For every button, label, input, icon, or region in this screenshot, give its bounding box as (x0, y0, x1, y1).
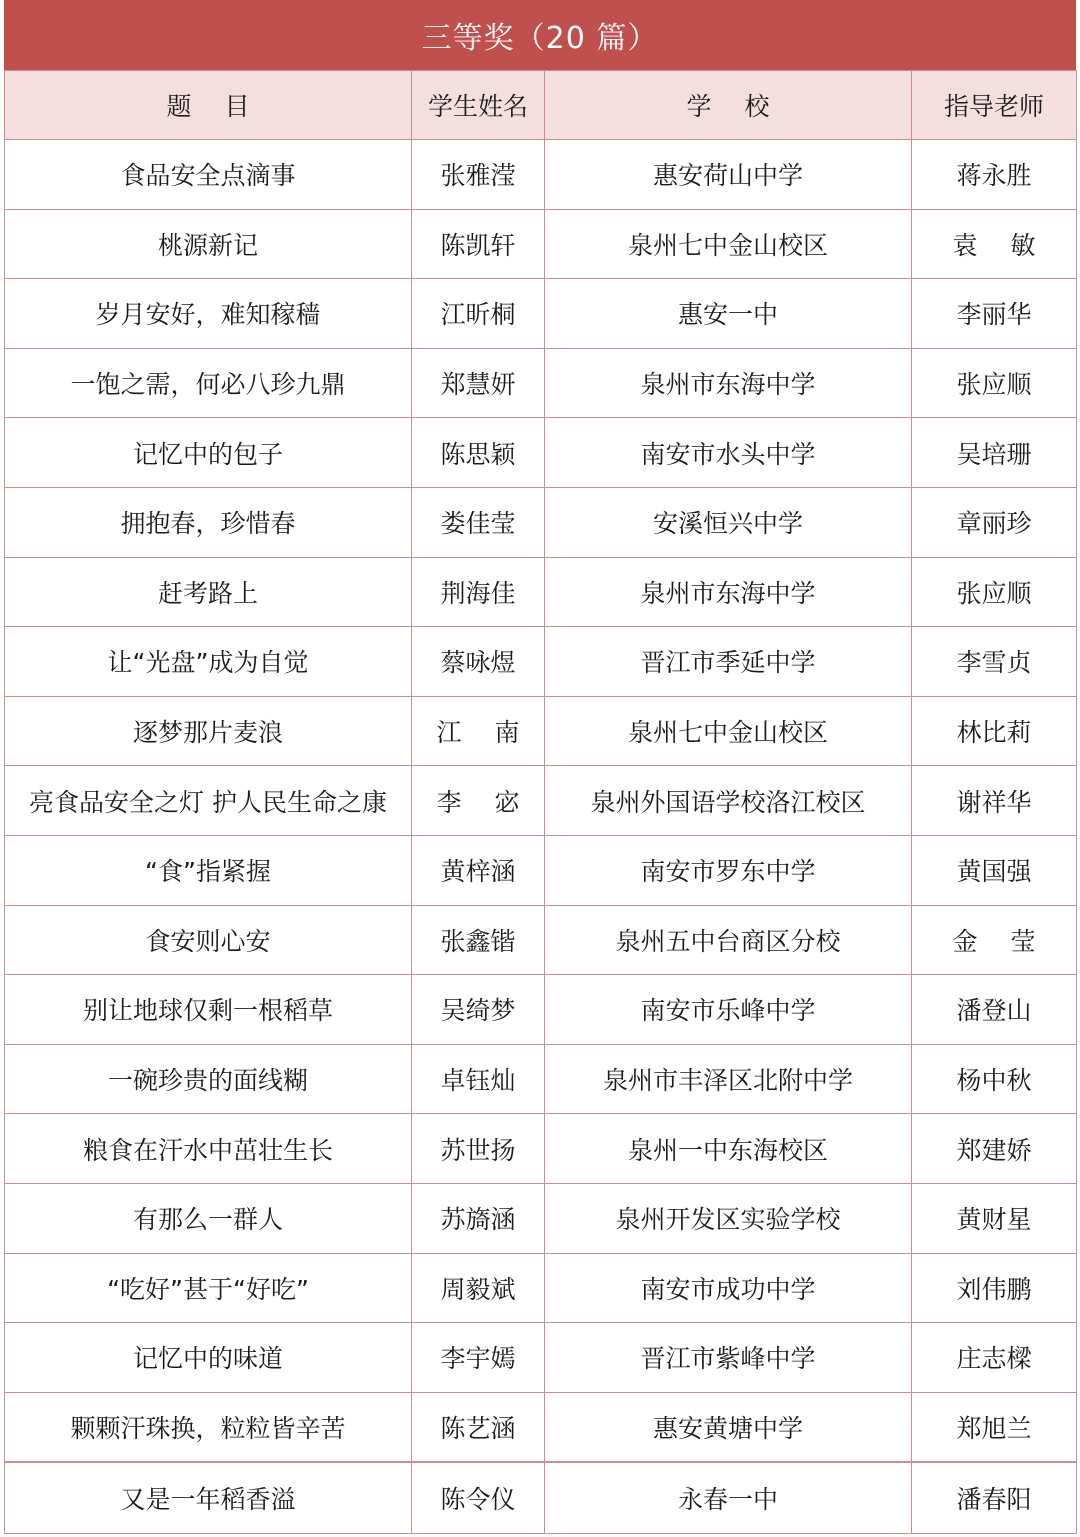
cell-school: 泉州开发区实验学校 (545, 1183, 912, 1253)
table-row (5, 557, 1077, 627)
cell-title: 亮食品安全之灯 护人民生命之康 (5, 766, 412, 836)
cell-teacher: 金 莹 (912, 905, 1077, 975)
cell-student: 卓钰灿 (412, 1044, 545, 1114)
table-row (5, 905, 1077, 975)
cell-student: 陈凯轩 (412, 209, 545, 279)
cell-student: 黄梓涵 (412, 835, 545, 905)
table-row (5, 209, 1077, 279)
cell-title: 记忆中的味道 (5, 1323, 412, 1393)
table-row (5, 487, 1077, 557)
table-row (5, 1392, 1077, 1462)
award-title: 三等奖（20 篇） (421, 21, 659, 56)
header-student: 学生姓名 (412, 71, 545, 140)
header-school: 学 校 (545, 71, 912, 140)
cell-teacher: 刘伟鹏 (912, 1253, 1077, 1323)
table-row (5, 1183, 1077, 1253)
cell-student: 周毅斌 (412, 1253, 545, 1323)
cell-school: 泉州外国语学校洛江校区 (545, 766, 912, 836)
table-row (5, 627, 1077, 697)
header-title: 题 目 (5, 71, 412, 140)
table-header (5, 71, 1077, 140)
table-row (5, 766, 1077, 836)
cell-title: 记忆中的包子 (5, 418, 412, 488)
cell-student: 张鑫锴 (412, 905, 545, 975)
cell-title: 食安则心安 (5, 905, 412, 975)
cell-teacher: 郑旭兰 (912, 1392, 1077, 1462)
table-row (5, 418, 1077, 488)
cell-student: 蔡咏煜 (412, 627, 545, 697)
cell-title: 一碗珍贵的面线糊 (5, 1044, 412, 1114)
table-body (5, 140, 1077, 1534)
cell-title: 桃源新记 (5, 209, 412, 279)
cell-title: 拥抱春，珍惜春 (5, 487, 412, 557)
cell-school: 永春一中 (545, 1462, 912, 1534)
cell-teacher: 李丽华 (912, 279, 1077, 349)
cell-teacher: 黄财星 (912, 1183, 1077, 1253)
cell-title: 让“光盘”成为自觉 (5, 627, 412, 697)
cell-school: 泉州七中金山校区 (545, 696, 912, 766)
award-title-bar (4, 0, 1076, 70)
header-teacher: 指导老师 (912, 71, 1077, 140)
cell-student: 苏世扬 (412, 1114, 545, 1184)
cell-title: “吃好”甚于“好吃” (5, 1253, 412, 1323)
cell-title: 颗颗汗珠换，粒粒皆辛苦 (5, 1392, 412, 1462)
header-row (5, 71, 1077, 140)
cell-student: 陈令仪 (412, 1462, 545, 1534)
cell-title: 有那么一群人 (5, 1183, 412, 1253)
cell-teacher: 谢祥华 (912, 766, 1077, 836)
cell-teacher: 黄国强 (912, 835, 1077, 905)
cell-teacher: 蒋永胜 (912, 140, 1077, 210)
cell-school: 泉州市东海中学 (545, 557, 912, 627)
table-row (5, 1462, 1077, 1534)
cell-school: 安溪恒兴中学 (545, 487, 912, 557)
cell-teacher: 潘春阳 (912, 1462, 1077, 1534)
cell-teacher: 张应顺 (912, 348, 1077, 418)
award-table (4, 70, 1077, 1534)
cell-student: 陈艺涵 (412, 1392, 545, 1462)
cell-student: 江昕桐 (412, 279, 545, 349)
cell-student: 陈思颖 (412, 418, 545, 488)
cell-school: 泉州一中东海校区 (545, 1114, 912, 1184)
cell-student: 张雅滢 (412, 140, 545, 210)
cell-school: 泉州七中金山校区 (545, 209, 912, 279)
cell-title: 粮食在汗水中茁壮生长 (5, 1114, 412, 1184)
cell-school: 南安市罗东中学 (545, 835, 912, 905)
table-row (5, 1114, 1077, 1184)
table-row (5, 1044, 1077, 1114)
cell-school: 泉州五中台商区分校 (545, 905, 912, 975)
cell-student: 李 宓 (412, 766, 545, 836)
cell-school: 晋江市紫峰中学 (545, 1323, 912, 1393)
cell-school: 泉州市丰泽区北附中学 (545, 1044, 912, 1114)
table-row (5, 279, 1077, 349)
cell-teacher: 庄志樑 (912, 1323, 1077, 1393)
cell-teacher: 李雪贞 (912, 627, 1077, 697)
cell-student: 李宇嫣 (412, 1323, 545, 1393)
table-row (5, 348, 1077, 418)
table-row (5, 975, 1077, 1045)
cell-title: 赶考路上 (5, 557, 412, 627)
cell-title: 岁月安好，难知稼穑 (5, 279, 412, 349)
cell-student: 苏旖涵 (412, 1183, 545, 1253)
cell-school: 南安市成功中学 (545, 1253, 912, 1323)
table-row (5, 835, 1077, 905)
cell-title: 逐梦那片麦浪 (5, 696, 412, 766)
cell-teacher: 张应顺 (912, 557, 1077, 627)
table-row (5, 1323, 1077, 1393)
cell-school: 惠安一中 (545, 279, 912, 349)
cell-school: 惠安黄塘中学 (545, 1392, 912, 1462)
cell-teacher: 杨中秋 (912, 1044, 1077, 1114)
cell-student: 江 南 (412, 696, 545, 766)
cell-teacher: 章丽珍 (912, 487, 1077, 557)
cell-student: 荆海佳 (412, 557, 545, 627)
cell-student: 郑慧妍 (412, 348, 545, 418)
cell-teacher: 郑建娇 (912, 1114, 1077, 1184)
table-row (5, 140, 1077, 210)
cell-school: 南安市乐峰中学 (545, 975, 912, 1045)
cell-title: 别让地球仅剩一根稻草 (5, 975, 412, 1045)
cell-teacher: 林比莉 (912, 696, 1077, 766)
table-row (5, 696, 1077, 766)
cell-school: 泉州市东海中学 (545, 348, 912, 418)
cell-title: “食”指紧握 (5, 835, 412, 905)
cell-school: 晋江市季延中学 (545, 627, 912, 697)
cell-school: 惠安荷山中学 (545, 140, 912, 210)
cell-title: 食品安全点滴事 (5, 140, 412, 210)
cell-school: 南安市水头中学 (545, 418, 912, 488)
table-row (5, 1253, 1077, 1323)
cell-student: 吴绮梦 (412, 975, 545, 1045)
cell-student: 娄佳莹 (412, 487, 545, 557)
cell-title: 一饱之需，何必八珍九鼎 (5, 348, 412, 418)
cell-teacher: 袁 敏 (912, 209, 1077, 279)
cell-teacher: 吴培珊 (912, 418, 1077, 488)
cell-teacher: 潘登山 (912, 975, 1077, 1045)
cell-title: 又是一年稻香溢 (5, 1462, 412, 1534)
